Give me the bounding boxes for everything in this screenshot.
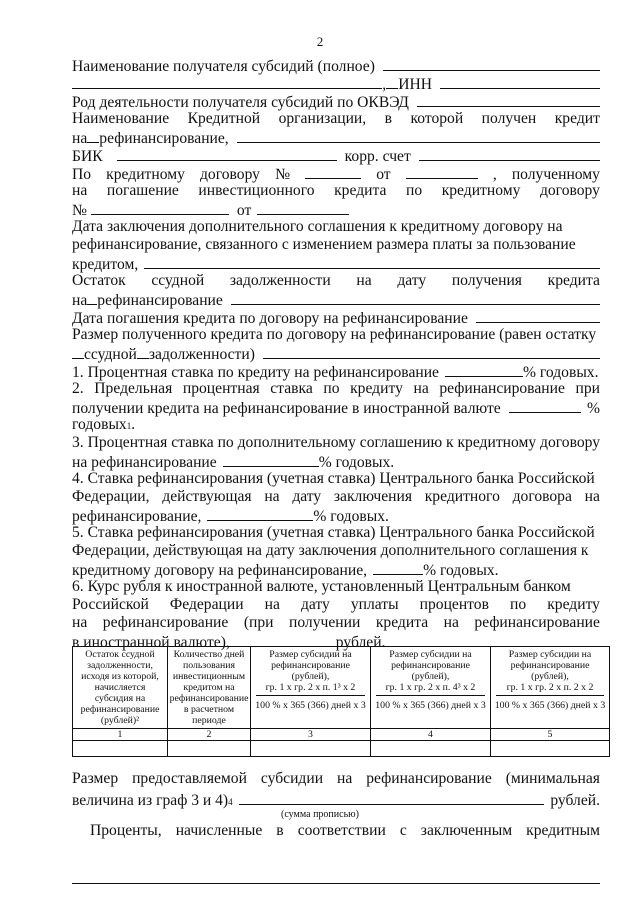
- column-number: 1: [73, 729, 168, 741]
- fill-in-field[interactable]: [72, 344, 84, 359]
- form-line: [72, 146, 600, 164]
- line-text: получения: [451, 272, 522, 289]
- line-text: дату: [300, 596, 330, 613]
- header-text: инвестиционным: [172, 671, 246, 682]
- header-text: рефинансирование: [80, 704, 160, 715]
- line-text: от: [236, 202, 252, 219]
- table-header-cell: [491, 647, 610, 729]
- form-line: [72, 164, 600, 182]
- line-text: на: [413, 380, 429, 397]
- header-text: (рублей)²: [100, 715, 140, 726]
- line-text: на: [72, 614, 88, 631]
- fill-in-field[interactable]: [137, 344, 149, 359]
- line-text: получен: [481, 110, 537, 127]
- header-text: пользования: [183, 660, 235, 671]
- form-line: [72, 254, 600, 272]
- line-text: на рефинансирование: [72, 454, 217, 471]
- line-text: на: [443, 614, 459, 631]
- line-text: годовых: [72, 416, 127, 433]
- line-text: организации,: [278, 110, 367, 127]
- fill-in-field[interactable]: [373, 560, 423, 575]
- line-text: % годовых.: [318, 454, 395, 471]
- line-text: 1. Процентная ставка по кредиту на рефинансирование: [72, 364, 439, 381]
- form-line: [72, 614, 600, 632]
- fill-in-field[interactable]: [144, 254, 600, 269]
- line-text: Размер: [72, 770, 119, 787]
- line-text: 5. Ставка рефинансирования (учетная ставка) Центрального банка Российской: [72, 524, 595, 541]
- line-text: задолженности): [148, 346, 255, 363]
- line-text: уплаты: [350, 596, 399, 613]
- line-text: в иностранной валюте),: [72, 634, 230, 651]
- fill-in-field[interactable]: [237, 128, 600, 143]
- line-text: на: [264, 488, 280, 505]
- header-text: начисляется: [94, 682, 146, 693]
- header-text: субсидия на: [94, 693, 146, 704]
- header-text: (рублей),: [531, 671, 569, 682]
- form-line: [72, 200, 600, 218]
- line-text: БИК: [72, 148, 103, 165]
- line-text: кредита: [547, 272, 600, 289]
- line-text: кредитному договору на рефинансирование,: [72, 562, 368, 579]
- form-line: [72, 488, 600, 506]
- header-text: рефинансирование: [391, 660, 470, 671]
- fill-in-field[interactable]: [231, 290, 600, 305]
- line-text: кредитом,: [72, 256, 139, 273]
- line-text: на: [584, 488, 600, 505]
- form-line: [72, 524, 600, 542]
- header-text: рефинансирование: [169, 693, 249, 704]
- line-text: действующая: [162, 488, 252, 505]
- amount-in-words-caption: (сумма прописью): [281, 809, 359, 820]
- header-text: Размер субсидии на: [269, 649, 352, 660]
- line-text: на: [337, 770, 353, 787]
- fill-in-field[interactable]: [476, 308, 600, 323]
- header-text: в расчетном: [183, 704, 235, 715]
- column-number: 2: [168, 729, 251, 741]
- page-number: 2: [316, 34, 324, 49]
- line-text: кредитным: [526, 822, 600, 839]
- line-text: в: [384, 110, 393, 127]
- line-text: По: [72, 166, 92, 183]
- fill-in-field[interactable]: [386, 74, 398, 89]
- table-empty-row: [73, 741, 610, 757]
- line-text: Род деятельности получателя субсидий по ОКВЭД: [72, 94, 409, 111]
- form-line: [72, 74, 600, 92]
- line-text: рефинансирование: [474, 614, 600, 631]
- line-text: рефинансирование,: [99, 130, 229, 147]
- subsidy-table: [72, 646, 610, 757]
- line-text: кредиту: [350, 380, 403, 397]
- table-header-row: [73, 647, 610, 729]
- line-text: рефинансирование: [102, 614, 229, 631]
- form-line: [72, 272, 600, 290]
- line-text: процентов: [419, 596, 489, 613]
- line-text: Российской: [72, 596, 149, 613]
- line-text: % годовых.: [522, 364, 599, 381]
- line-text: %: [587, 400, 600, 417]
- line-text: процентная: [182, 380, 260, 397]
- line-text: кредитному: [441, 182, 521, 199]
- form-line: [72, 578, 600, 596]
- fill-in-field[interactable]: [238, 632, 330, 647]
- header-text: [496, 695, 604, 696]
- fill-in-field[interactable]: [440, 74, 600, 89]
- form-line: [72, 596, 600, 614]
- header-text: 100 % x 365 (366) дней x 3: [255, 700, 366, 711]
- line-text: №: [72, 202, 87, 219]
- line-text: на: [264, 596, 280, 613]
- line-text: договора: [512, 488, 572, 505]
- line-text: получении: [289, 614, 361, 631]
- line-text: на: [72, 130, 88, 147]
- line-text: кредитного: [424, 488, 500, 505]
- header-text: 100 % x 365 (366) дней x 3: [494, 700, 606, 711]
- line-text: от: [376, 166, 391, 183]
- header-text: Остаток ссудной: [85, 649, 155, 660]
- line-text: получении кредита на рефинансирование в иностранной валюте: [72, 400, 501, 417]
- line-text: Остаток: [72, 272, 126, 289]
- fill-in-field[interactable]: [263, 344, 600, 359]
- form-line: [72, 92, 600, 110]
- column-number: 4: [371, 729, 491, 741]
- fill-in-field[interactable]: [91, 200, 229, 215]
- line-text: договору: [539, 182, 600, 199]
- fill-in-field[interactable]: [406, 164, 478, 179]
- subsidy-label: величина из граф 3 и 4): [72, 792, 229, 809]
- header-text: периоде: [192, 715, 226, 726]
- line-text: погашение: [106, 182, 179, 199]
- line-text: % годовых.: [313, 508, 389, 525]
- fill-in-field[interactable]: [417, 92, 600, 107]
- line-text: №: [275, 166, 290, 183]
- header-text: исходя из которой,: [81, 671, 159, 682]
- line-text: % годовых.: [423, 562, 499, 579]
- form-line: [72, 236, 600, 254]
- line-text: кредиту: [547, 596, 600, 613]
- line-text: Наименование: [72, 110, 170, 127]
- header-text: Размер субсидии на: [508, 649, 592, 660]
- table-header-cell: [73, 647, 168, 729]
- form-line: [72, 470, 600, 488]
- line-text: по: [323, 380, 340, 397]
- line-text: на: [72, 292, 88, 309]
- line-text: дату: [292, 488, 322, 505]
- line-text: Кредитной: [187, 110, 261, 127]
- line-text: рефинансирование: [97, 292, 223, 309]
- line-text: на: [72, 182, 88, 199]
- header-text: 100 % x 365 (366) дней x 3: [375, 700, 486, 711]
- form-line: [72, 182, 600, 200]
- column-number: 3: [251, 729, 371, 741]
- fill-in-field[interactable]: [72, 74, 382, 89]
- line-text: ИНН: [398, 76, 432, 93]
- fill-in-field[interactable]: [305, 164, 361, 179]
- line-text: Федерации,: [72, 488, 150, 505]
- form-line: [72, 326, 600, 344]
- line-text: заключения: [333, 488, 413, 505]
- fill-in-field[interactable]: [223, 452, 319, 467]
- form-line: годовых 1 .: [72, 416, 136, 433]
- line-text: Федерации, действующая на дату заключения дополнительного соглашения к: [72, 542, 589, 559]
- line-text: по: [405, 182, 423, 199]
- fill-in-field[interactable]: [87, 128, 99, 143]
- form-line: [72, 110, 600, 128]
- line-text: (при: [243, 614, 274, 631]
- line-text: рефинансирование,: [72, 508, 202, 525]
- line-text: Предельная: [94, 380, 173, 397]
- line-text: ставка: [270, 380, 313, 397]
- form-line: [72, 290, 600, 308]
- form-line: [72, 380, 600, 398]
- last-line: [90, 822, 600, 840]
- subsidy-line-1: [72, 770, 600, 788]
- header-text: (рублей),: [411, 671, 450, 682]
- fill-in-field[interactable]: [419, 146, 600, 161]
- header-text: рефинансирование: [510, 660, 590, 671]
- subsidy-words-field[interactable]: [239, 790, 545, 805]
- line-text: предоставляемой: [132, 770, 247, 787]
- line-text: Дата погашения кредита по договору на рефинансирование: [72, 310, 468, 327]
- line-text: рефинансирование, связанного с изменением размера платы за пользование: [72, 236, 576, 253]
- line-text: кредита: [334, 182, 387, 199]
- line-text: по: [510, 596, 527, 613]
- line-text: Наименование получателя субсидий (полное): [72, 58, 375, 75]
- line-text: .: [131, 416, 136, 433]
- line-text: ссудной: [84, 346, 137, 363]
- line-text: полученному: [511, 166, 600, 183]
- table-header-cell: [371, 647, 491, 729]
- form-line: [72, 218, 600, 236]
- line-text: ,: [382, 76, 387, 93]
- line-text: (минимальная: [505, 770, 600, 787]
- line-text: при: [575, 380, 600, 397]
- form-line: [72, 506, 600, 524]
- header-text: рефинансирование: [271, 660, 350, 671]
- form-line: [72, 128, 600, 146]
- header-text: (рублей),: [291, 671, 330, 682]
- line-text: кредитному: [106, 166, 185, 183]
- line-text: в: [276, 822, 284, 839]
- fill-in-field[interactable]: [383, 56, 600, 71]
- line-text: 2.: [72, 380, 84, 397]
- line-text: Федерации: [169, 596, 244, 613]
- line-text: 3. Процентная ставка по дополнительному соглашению к кредитному договору: [72, 434, 601, 451]
- form-line: [72, 560, 600, 578]
- line-text: заключенным: [420, 822, 513, 839]
- rubles-label: рублей.: [550, 792, 600, 809]
- header-text: [256, 695, 365, 696]
- line-text: дату: [397, 272, 427, 289]
- form-line: [72, 344, 600, 362]
- line-text: инвестиционного: [198, 182, 315, 199]
- line-text: Проценты,: [90, 822, 162, 839]
- form-line: [72, 308, 600, 326]
- line-text: 6. Курс рубля к иностранной валюте, установленный Центральным банком: [72, 578, 571, 595]
- line-text: ссудной: [151, 272, 205, 289]
- line-text: рефинансирование: [439, 380, 565, 397]
- header-text: гр. 1 x гр. 2 x п. 4³ x 2: [385, 682, 476, 693]
- line-text: субсидии: [260, 770, 324, 787]
- header-text: гр. 1 x гр. 2 x п. 1³ x 2: [265, 682, 356, 693]
- line-text: Размер полученного кредита по договору на рефинансирование (равен остатку: [72, 326, 597, 343]
- line-text: на: [356, 272, 372, 289]
- line-text: которой: [410, 110, 464, 127]
- page-bottom-rule: [72, 883, 600, 884]
- table-header-cell: [251, 647, 371, 729]
- header-text: гр. 1 x гр. 2 x п. 2 x 2: [506, 682, 594, 693]
- line-text: кредит: [554, 110, 600, 127]
- fill-in-field[interactable]: [207, 506, 313, 521]
- line-text: договору: [199, 166, 260, 183]
- subsidy-line-2: величина из граф 3 и 4) 4 рублей.: [72, 792, 600, 809]
- line-text: кредита: [375, 614, 429, 631]
- fill-in-field[interactable]: [87, 290, 97, 305]
- header-text: Размер субсидии на: [389, 649, 472, 660]
- form-line: [72, 398, 600, 416]
- table-header-cell: [168, 647, 251, 729]
- header-text: [376, 695, 485, 696]
- fill-in-field[interactable]: [509, 398, 581, 413]
- form-line: [72, 452, 600, 470]
- header-text: кредитом на: [183, 682, 235, 693]
- fill-in-field[interactable]: [117, 146, 337, 161]
- fill-in-field[interactable]: [445, 362, 523, 377]
- form-line: [72, 362, 600, 380]
- table-number-row: [73, 729, 610, 741]
- header-text: задолженности,: [87, 660, 153, 671]
- line-text: начисленные: [175, 822, 263, 839]
- line-text: задолженности: [229, 272, 331, 289]
- line-text: соответствии: [297, 822, 386, 839]
- line-text: 4. Ставка рефинансирования (учетная ставка) Центрального банка Российской: [72, 470, 595, 487]
- line-text: рефинансирование: [366, 770, 492, 787]
- form-line: [72, 56, 600, 74]
- column-number: 5: [491, 729, 610, 741]
- fill-in-field[interactable]: [257, 200, 349, 215]
- line-text: ,: [492, 166, 497, 183]
- header-text: Количество дней: [173, 649, 245, 660]
- line-text: Дата заключения дополнительного соглашения к кредитному договору на: [72, 218, 563, 235]
- line-text: с: [399, 822, 407, 839]
- form-line: [72, 542, 600, 560]
- line-text: корр. счет: [344, 148, 411, 165]
- line-text: рублей.: [335, 634, 386, 651]
- form-line: [72, 434, 600, 452]
